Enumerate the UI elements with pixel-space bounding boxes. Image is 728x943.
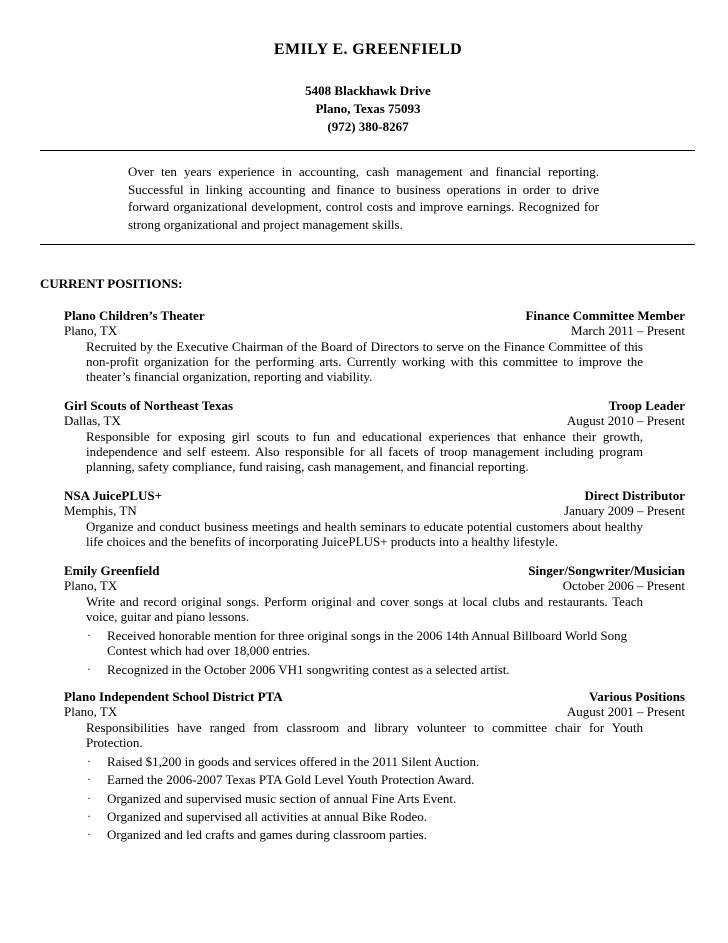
bullet-icon: · <box>87 754 91 769</box>
bullet-item <box>86 754 643 769</box>
bullet-item <box>86 809 643 824</box>
bullet-icon: · <box>87 827 91 842</box>
job-organization: Emily Greenfield <box>64 563 160 578</box>
job-description: Recruited by the Executive Chairman of the Board of Directors to serve on the Finance Committee of this non-profit organization for the performing arts. Currently working with this committee to improve the theater’s financial organization, reporting and viability. <box>86 338 643 385</box>
job-dates: August 2001 – Present <box>566 704 685 720</box>
job-organization: Plano Independent School District PTA <box>64 689 283 704</box>
job-location: Dallas, TX <box>64 413 121 429</box>
job-organization: NSA JuicePLUS+ <box>64 488 163 503</box>
job-role: Finance Committee Member <box>525 308 685 323</box>
job-entry <box>64 488 685 549</box>
job-dates: January 2009 – Present <box>564 503 685 519</box>
resume-name: EMILY E. GREENFIELD <box>273 41 463 58</box>
bullet-text: Received honorable mention for three original songs in the 2006 14th Annual Billboard World Song Contest which had over 18,000 entries. <box>107 628 628 659</box>
job-dates: March 2011 – Present <box>571 323 685 339</box>
bullet-text: Organized and led crafts and games during classroom parties. <box>107 827 427 843</box>
bullet-icon: · <box>87 790 91 805</box>
contact-block <box>0 82 728 136</box>
bullet-icon: · <box>87 772 91 787</box>
job-description: Write and record original songs. Perform original and cover songs at local clubs and restaurants. Teach voice, guitar and piano lessons. <box>86 593 643 624</box>
bullet-text: Earned the 2006-2007 Texas PTA Gold Level Youth Protection Award. <box>107 772 475 788</box>
top-divider <box>40 150 695 151</box>
bullet-text: Organized and supervised all activities at annual Bike Rodeo. <box>107 809 427 825</box>
job-location: Plano, TX <box>64 323 118 339</box>
bottom-divider <box>40 244 695 245</box>
phone-number: (972) 380-8267 <box>327 119 409 134</box>
job-entry <box>64 398 685 474</box>
bullet-text: Recognized in the October 2006 VH1 songwriting contest as a selected artist. <box>107 661 510 677</box>
bullet-item <box>86 772 643 787</box>
city-state-zip: Plano, Texas 75093 <box>315 101 421 116</box>
job-role: Troop Leader <box>608 398 685 413</box>
bullet-text: Raised $1,200 in goods and services offered in the 2011 Silent Auction. <box>107 754 480 770</box>
bullet-text: Organized and supervised music section of annual Fine Arts Event. <box>107 790 457 806</box>
job-organization: Girl Scouts of Northeast Texas <box>64 398 233 413</box>
bullet-icon: · <box>87 809 91 824</box>
job-role: Various Positions <box>589 689 685 704</box>
job-role: Direct Distributor <box>584 488 685 503</box>
summary-paragraph: Over ten years experience in accounting, cash management and financial reporting. Successful in linking accounting and finance to business operations in order to drive forward organizational development, control costs and improve earnings. Recognized for strong organizational and project management skills. <box>128 164 599 232</box>
job-organization: Plano Children’s Theater <box>64 308 205 323</box>
job-location: Memphis, TN <box>64 503 137 519</box>
bullet-icon: · <box>87 661 91 676</box>
job-entry <box>64 563 685 680</box>
bullet-item <box>86 827 643 842</box>
job-location: Plano, TX <box>64 704 118 720</box>
job-description: Responsible for exposing girl scouts to fun and educational experiences that enhance their growth, independence and self esteem. Also responsible for all facets of troop management including program planning, safety compliance, fund raising, cash management, and financial reporting. <box>86 428 643 475</box>
job-location: Plano, TX <box>64 578 118 594</box>
job-entry <box>64 689 685 846</box>
section-title: CURRENT POSITIONS: <box>40 276 183 291</box>
job-dates: October 2006 – Present <box>562 578 685 594</box>
job-bullets <box>86 754 643 842</box>
bullet-item <box>86 791 643 806</box>
bullet-item <box>86 662 643 677</box>
job-description: Organize and conduct business meetings and health seminars to educate potential customers about healthy life choices and the benefits of incorporating JuicePLUS+ products into a healthy lifestyle. <box>86 518 643 549</box>
job-bullets <box>86 628 643 677</box>
bullet-icon: · <box>87 628 91 643</box>
job-role: Singer/Songwriter/Musician <box>528 563 685 578</box>
job-dates: August 2010 – Present <box>566 413 685 429</box>
job-entry <box>64 308 685 384</box>
street-address: 5408 Blackhawk Drive <box>305 83 431 98</box>
job-description: Responsibilities have ranged from classroom and library volunteer to committee chair for Youth Protection. <box>86 719 643 750</box>
bullet-item <box>86 628 643 659</box>
